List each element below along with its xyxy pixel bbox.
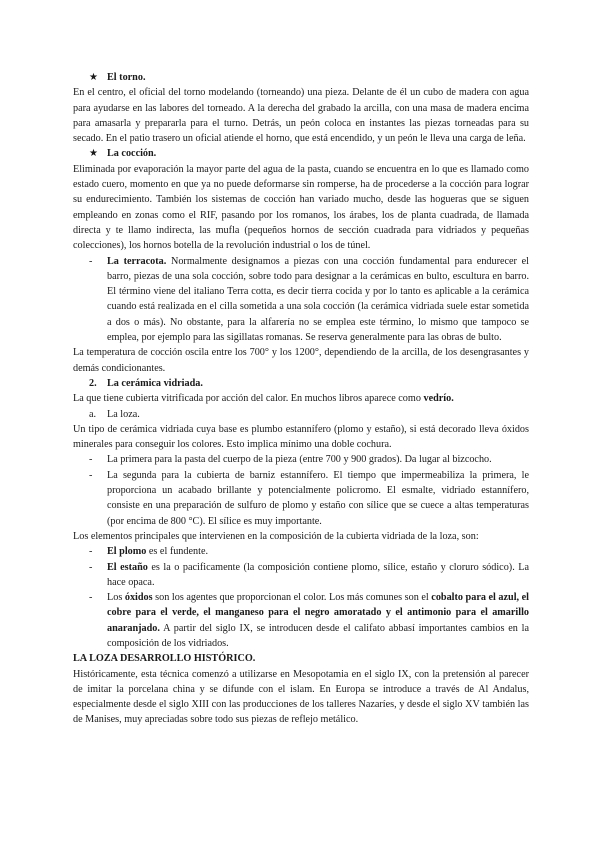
- term-oxidos: óxidos: [124, 592, 153, 604]
- sublist-loza: [73, 407, 529, 422]
- term-plomo: El plomo: [107, 546, 147, 558]
- sublist-loza-text: La loza.: [107, 408, 140, 420]
- heading-vidriada-text: La cerámica vidriada.: [107, 377, 203, 389]
- paragraph-torno: En el centro, el oficial del torno modelando (torneando) una pieza. Delante de él un cubo de madera con agua para ayudarse en las labores del torneado. A la derecha del grabado la arcilla, con una masa de madera encima para amasarla y prepararla para el turno. Detrás, un peón coloca en instantes las piezas torneadas para su secado. En el patio trasero un oficial atiende el horno, que está encendido, y un peón le lleva una carga de leña.: [73, 87, 529, 145]
- list-item-estano: - El estaño es la o pacificamente (la composición contiene plomo, sílice, estaño y cloruro sódico). La hace opaca.: [73, 560, 529, 591]
- heading-coccion: [73, 146, 529, 161]
- paragraph-loza: Un tipo de cerámica vidriada cuya base es plumbo estannífero (plomo y estaño), si está decorado lleva óxidos minerales para conseguir los colores. Esto implica mínimo una doble cochura.: [73, 423, 529, 451]
- term-vedrio: vedrío.: [423, 393, 454, 405]
- dash-bullet: -: [89, 454, 93, 466]
- primera-text: La primera para la pasta del cuerpo de la pieza (entre 700 y 900 grados). Da lugar al bizcocho.: [107, 454, 492, 466]
- paragraph-historia: Históricamente, esta técnica comenzó a utilizarse en Mesopotamia en el siglo IX, con la pretensión al parecer de imitar la porcelana china y se difunde con el islam. En Europa se introduce a través de Al Andalus, especialmente desde el siglo XIII con las producciones de los talleres Nazaríes, y desde el siglo XV también las de Manises, muy apreciadas sobre todo sus piezas de reflejo metálico.: [73, 668, 529, 726]
- segunda-text: La segunda para la cubierta de barniz estannífero. El tiempo que impermeabiliza la primera, le proporciona un acabado brillante y potencialmente policromo. El esmalte, vidriado estannífero, consiste en una preparación de sulfuro de plomo y estaño con sílice que se cuece a altas temperaturas (por encima de 800 °C). El sílice es muy importante.: [107, 469, 529, 527]
- paragraph-elementos: Los elementos principales que intervienen en la composición de la cubierta vidriada de la loza, son:: [73, 530, 479, 542]
- dash-bullet: -: [89, 255, 93, 267]
- star-bullet-icon: ★: [89, 72, 99, 83]
- heading-torno-text: El torno.: [107, 72, 146, 83]
- list-item-oxidos: - Los óxidos son los agentes que proporcionan el color. Los más comunes son el cobalto para el azul, el cobre para el verde, el manganeso para el negro amoratado y el antimonio para el amarillo anaranjado. A partir del siglo IX, se introducen desde el califato abbasí importantes cambios en la composición de los vidriados.: [73, 590, 529, 651]
- dash-bullet: -: [89, 592, 93, 604]
- document-page: [73, 70, 529, 728]
- term-estano: El estaño: [107, 561, 148, 573]
- heading-coccion-text: La cocción.: [107, 148, 157, 160]
- term-terracota: La terracota.: [107, 255, 167, 267]
- dash-bullet: -: [89, 469, 93, 481]
- dash-bullet: -: [89, 561, 93, 573]
- heading-vidriada: [73, 376, 529, 391]
- list-item-terracota: [73, 254, 529, 346]
- star-bullet-icon: ★: [89, 148, 99, 160]
- section-number: 2.: [89, 377, 97, 389]
- list-item-plomo: - El plomo es el fundente.: [73, 544, 529, 559]
- paragraph-coccion: Eliminada por evaporación la mayor parte del agua de la pasta, cuando se encuentra en lo que es llamado como estado cuero, momento en que ya no puede deformarse sin romperse, ha de procederse a la cocción para lograr su endurecimiento. También los sistemas de cocción han variado mucho, desde las hogueras que se siguen empleando en zonas como el RIF, pasando por los romanos, los árabes, los de planta cuadrada, de llamada directa y te llamo indirecta, las mufla (pequeños hornos de sección cuadrada para vidriados y pequeñas colecciones), los hornos botella de la revolución industrial o los de túnel.: [73, 163, 529, 252]
- terracota-text: Normalmente designamos a piezas con una cocción fundamental para endurecer el barro, piezas de una sola cocción, sobre todo para designar a la cerámicas en bulto, escultura en barro. El término viene del italiano Terra cotta, es decir tierra cocida y por lo tanto es aplicable a la cerámica cuando está realizada en el cilla sometida a una sola cocción (la cerámica vidriada suele estar sometida a dos o más). No obstante, para la alfarería no se emplea este término, lo mismo que tampoco se emplea, por ejemplo para las sigillatas romanas. Se reserva generalmente para las obras de bulto.: [107, 255, 529, 344]
- paragraph-temperatura: La temperatura de cocción oscila entre los 700° y los 1200°, dependiendo de la arcilla, de los desengrasantes y demás condicionantes.: [73, 347, 529, 374]
- term-colores: cobalto para el azul, el cobre para el verde, el manganeso para el negro amoratado y el antimonio para el amarillo anaranjado.: [107, 592, 530, 634]
- list-item-primera: [73, 452, 529, 467]
- list-item-segunda: [73, 468, 529, 529]
- heading-torno: [73, 70, 529, 85]
- dash-bullet: -: [89, 546, 93, 558]
- section-title-historia: LA LOZA DESARROLLO HISTÓRICO.: [73, 653, 256, 665]
- paragraph-vidriada-intro: La que tiene cubierta vitrificada por acción del calor. En muchos libros aparece como vedrío.: [73, 393, 454, 405]
- letter-label: a.: [89, 408, 97, 420]
